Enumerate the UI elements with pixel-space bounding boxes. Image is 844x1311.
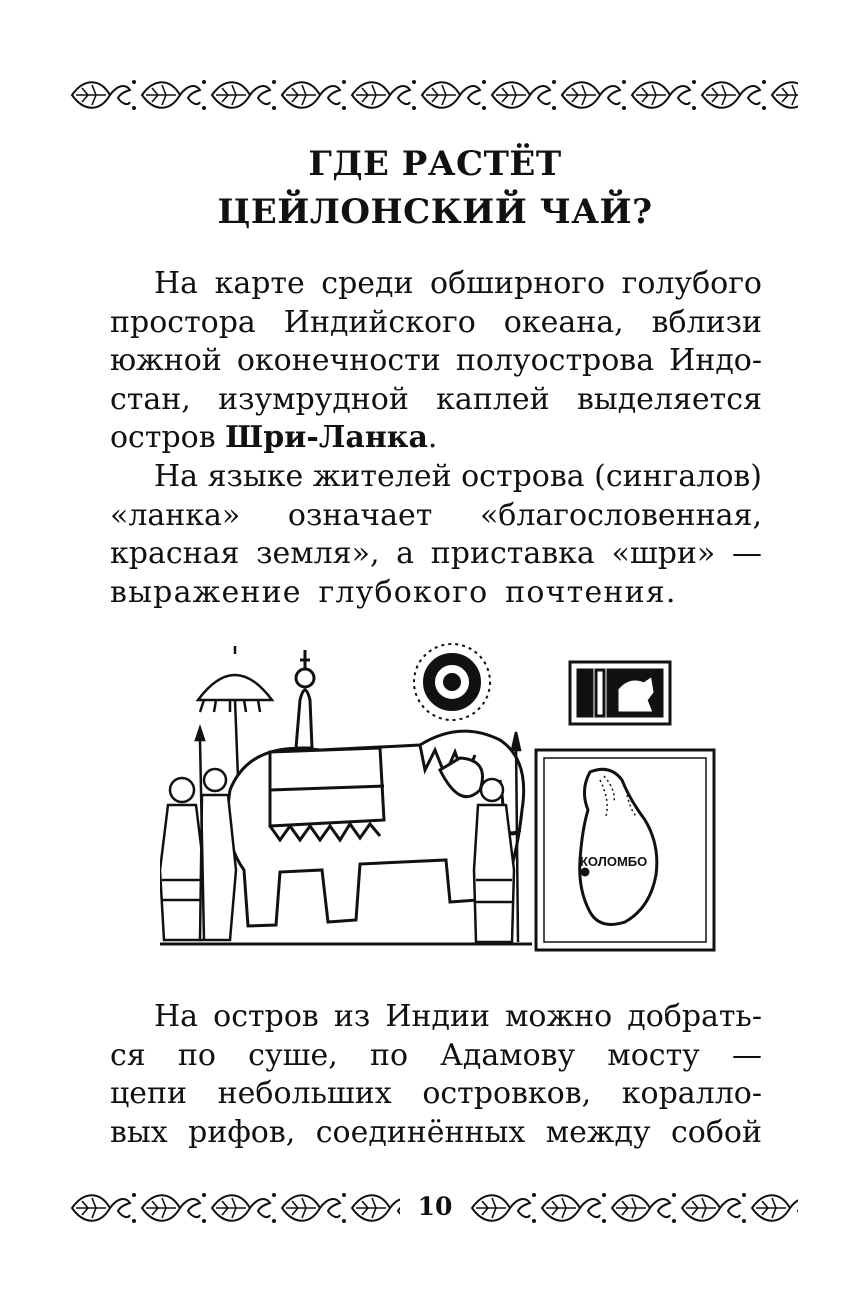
leaf-ornament-icon xyxy=(70,72,798,118)
bottom-right-ornament-border xyxy=(470,1185,798,1231)
text-line: На языке жителей острова (сингалов) xyxy=(154,459,762,494)
top-ornament-border xyxy=(70,72,798,118)
text-line: На карте среди обширного голубого xyxy=(154,266,762,301)
paragraph-3 xyxy=(110,998,762,1152)
title-line-2: ЦЕЙЛОНСКИЙ ЧАЙ? xyxy=(217,192,653,232)
text-line: простора Индийского океана, вблизи xyxy=(110,304,762,340)
leaf-ornament-icon xyxy=(70,1185,400,1231)
elephant-procession-illustration xyxy=(160,640,720,960)
text-fragment: остров xyxy=(110,420,226,455)
page-title xyxy=(110,140,760,236)
text-fragment: . xyxy=(427,420,438,455)
bottom-left-ornament-border xyxy=(70,1185,400,1231)
text-line: южной оконечности полуострова Индо- xyxy=(110,343,762,378)
text-line-last xyxy=(110,419,762,458)
illustration xyxy=(160,640,720,960)
sri-lanka-map xyxy=(536,750,714,950)
text-line: выражение глубокого почтения. xyxy=(110,574,677,610)
leaf-ornament-icon xyxy=(470,1185,798,1231)
lion-flag-icon xyxy=(570,662,670,724)
attendant-figure xyxy=(160,728,236,940)
text-line: ся по суше, по Адамову мосту — xyxy=(110,1037,762,1073)
text-line: «ланка» означает «благословенная, xyxy=(110,497,762,533)
text-line: На остров из Индии можно добрать- xyxy=(154,999,762,1034)
text-line: красная земля», а приставка «шри» — xyxy=(110,536,762,571)
sun-icon xyxy=(414,644,490,720)
page-number: 10 xyxy=(417,1192,453,1221)
paragraph-2 xyxy=(110,458,762,612)
text-line: стан, изумрудной каплей выделяется xyxy=(110,381,762,417)
text-line: вых рифов, соединённых между собой xyxy=(110,1114,762,1150)
title-line-1: ГДЕ РАСТЁТ xyxy=(308,144,562,184)
text-line: цепи небольших островков, коралло- xyxy=(110,1076,762,1111)
bold-term: Шри-Ланка xyxy=(225,420,428,455)
paragraph-1 xyxy=(110,265,762,458)
map-city-label: КОЛОМБО xyxy=(580,854,648,869)
